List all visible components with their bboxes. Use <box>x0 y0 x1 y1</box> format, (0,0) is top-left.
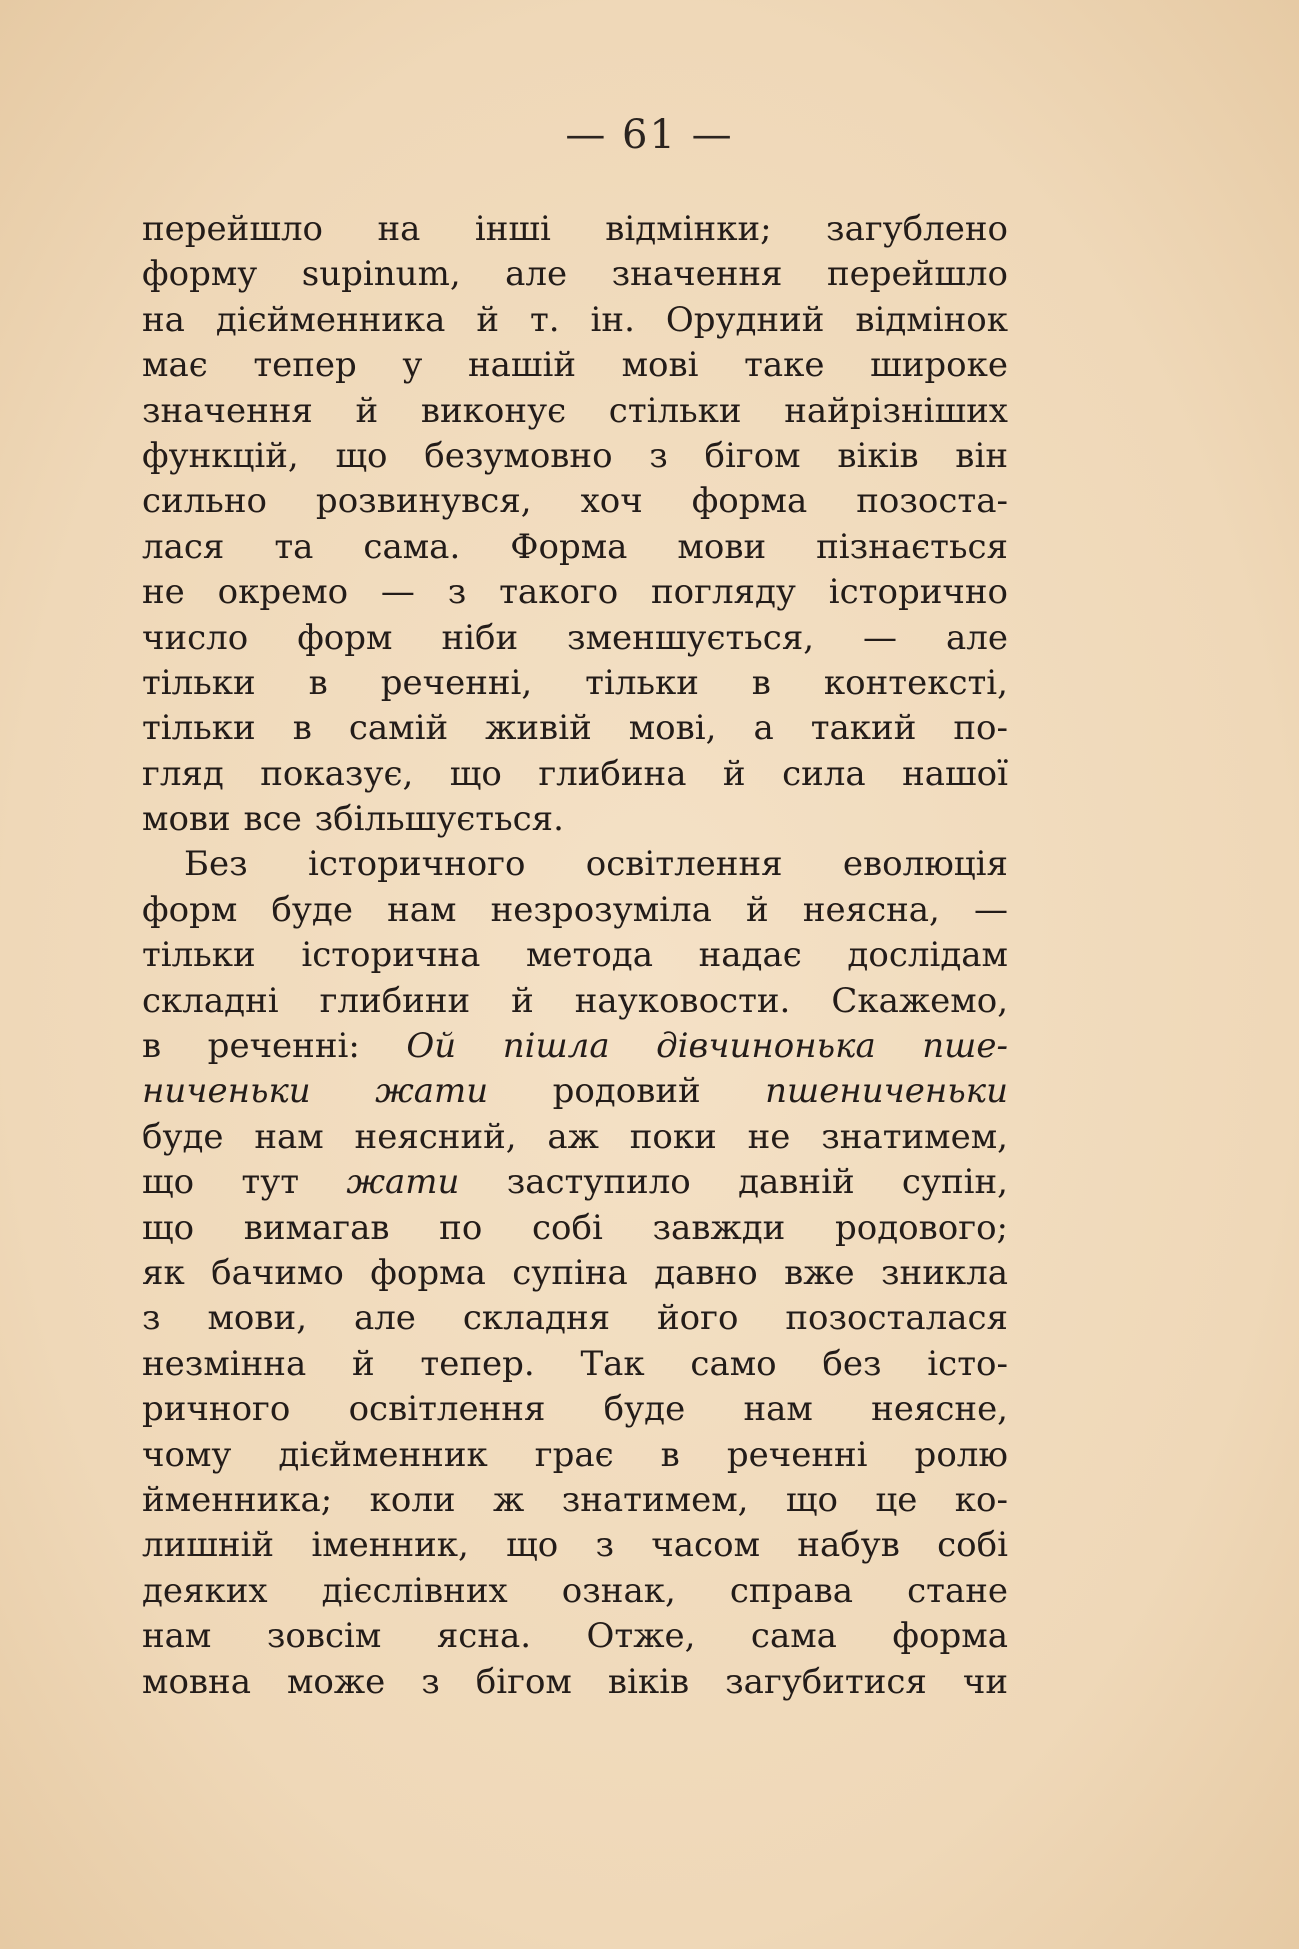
text-line: нам зовсім ясна. Отже, сама форма <box>142 1616 1008 1657</box>
text-line: на дієйменника й т. ін. Орудний відмінок <box>142 299 1008 340</box>
italic-example: Ой пішла дівчинонька пше- <box>406 1026 1008 1067</box>
text-line: ричного освітлення буде нам неясне, <box>142 1389 1008 1430</box>
text-line: сильно розвинувся, хоч форма позоста- <box>142 481 1008 522</box>
text-line <box>142 1069 1008 1114</box>
text-line: перейшло на інші відмінки; загублено <box>142 209 1008 249</box>
text-line: функцій, що безумовно з бігом віків він <box>142 435 1008 476</box>
text-line: число форм ніби зменшується, — але <box>142 617 1008 658</box>
text-line: незмінна й тепер. Так само без істо- <box>142 1343 1008 1384</box>
text-line: тільки в самій живій мові, а такий по- <box>142 708 1008 749</box>
text-line: складні глибини й науковости. Скажемо, <box>142 980 1008 1021</box>
text-line: не окремо — з такого погляду історично <box>142 572 1008 613</box>
text-fragment: родовий <box>552 1071 701 1112</box>
text-line: значення й виконує стільки найрізніших <box>142 390 1008 431</box>
text-line: форму supinum, але значення перейшло <box>142 254 1008 295</box>
text-line: чому дієйменник грає в реченні ролю <box>142 1434 1008 1475</box>
text-line: форм буде нам незрозуміла й неясна, — <box>142 889 1008 930</box>
text-line: йменника; коли ж знатимем, що це ко- <box>142 1479 1008 1520</box>
text-line: як бачимо форма супіна давно вже зникла <box>142 1252 1008 1293</box>
text-fragment: в реченні: <box>142 1026 360 1067</box>
text-line: тільки історична метода надає дослідам <box>142 935 1008 976</box>
text-line: лишній іменник, що з часом набув собі <box>142 1525 1008 1566</box>
body-text <box>142 207 1008 1705</box>
text-line: деяких дієслівних ознак, справа стане <box>142 1570 1008 1611</box>
text-line: мовна може з бігом віків загубитися чи <box>142 1661 1008 1702</box>
text-line: з мови, але складня його позосталася <box>142 1298 1008 1339</box>
text-line <box>142 1024 1008 1069</box>
text-line: буде нам неясний, аж поки не знатимем, <box>142 1116 1008 1157</box>
text-line: тільки в реченні, тільки в контексті, <box>142 662 1008 703</box>
text-line: гляд показує, що глибина й сила нашої <box>142 753 1008 794</box>
italic-example: ниченьки жати <box>142 1071 489 1112</box>
text-line: що вимагав по собі завжди родового; <box>142 1207 1008 1248</box>
text-line: мови все збільшується. <box>142 799 564 840</box>
text-fragment: заступило давній супін, <box>506 1162 1008 1203</box>
italic-example: жати <box>346 1162 460 1203</box>
italic-example: пшениченьки <box>765 1071 1008 1112</box>
text-line <box>142 1160 1008 1205</box>
text-line: лася та сама. Форма мови пізнається <box>142 526 1008 567</box>
text-fragment: що тут <box>142 1162 300 1203</box>
page-number: — 61 — <box>565 112 734 158</box>
text-line: Без історичного освітлення еволюція <box>184 844 1008 885</box>
text-line: має тепер у нашій мові таке широке <box>142 345 1008 386</box>
